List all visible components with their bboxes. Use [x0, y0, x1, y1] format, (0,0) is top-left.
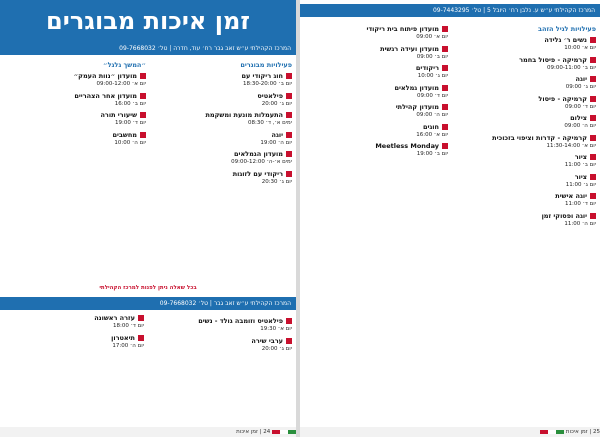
activity-list	[4, 314, 292, 355]
bullet-icon	[286, 112, 292, 118]
right-page-right-column	[452, 22, 596, 231]
activity-detail: יום ה׳ 09:00	[564, 123, 596, 129]
activity-title: חוג ריקודי עם	[150, 72, 292, 80]
activity-title: ציור	[452, 173, 596, 181]
activity-title: מועדון ״נוות העמק״	[4, 72, 146, 80]
activity-detail: יום א׳ 10:00	[564, 45, 596, 51]
bottom-bar: המרכז הקהילתי ע״ש זאב גבר | טל׳ 09-7668032	[0, 297, 296, 310]
activity-title: שיעורי תורה	[4, 111, 146, 119]
activity-detail: יום ה׳ 10:00	[114, 139, 146, 146]
activity-title: יוגה אישית	[452, 192, 596, 200]
bullet-icon	[590, 174, 596, 180]
activity-item	[452, 134, 596, 151]
left-page-left-column	[4, 58, 146, 150]
bullet-icon	[286, 93, 292, 99]
bullet-icon	[286, 171, 292, 177]
activity-item	[150, 72, 292, 89]
activity-detail: יום ד׳ 09:00	[416, 92, 448, 99]
activity-detail: יום ב׳ 19:00	[416, 151, 448, 157]
bullet-icon	[286, 318, 292, 324]
activity-title: פילאטיס וזומבה גולד - נשים	[152, 317, 292, 325]
activity-detail: יום ב׳ 11:00	[564, 162, 596, 168]
note: בכל שאלה ניתן לפנות למרכז הקהילתי	[99, 285, 197, 291]
activity-item	[452, 153, 596, 170]
column-heading: פעילויות לגיל הזהב	[538, 25, 596, 33]
activity-list	[304, 25, 448, 159]
activity-title: קרמיקה - פיסול בחמר	[452, 56, 596, 64]
activity-title: קרמיקה - פיסול	[452, 95, 596, 103]
activity-item	[304, 142, 448, 159]
activity-title: עזרה ראשונה	[4, 314, 144, 322]
bullet-icon	[442, 85, 448, 91]
activity-title: מועדון אחר הצהריים	[4, 92, 146, 100]
activity-item	[4, 334, 144, 351]
activity-item	[452, 114, 596, 131]
activity-item	[452, 212, 596, 229]
activity-item	[4, 314, 144, 331]
activity-title: פילאטיס	[150, 92, 292, 100]
activity-item	[452, 192, 596, 209]
activity-detail: יום ה׳ 09:00	[416, 112, 448, 118]
activity-item	[452, 173, 596, 190]
page-number: 24 | זמן איכות	[236, 429, 271, 435]
bullet-icon	[590, 154, 596, 160]
activity-detail: יום ד׳ 09:00	[564, 103, 596, 110]
bullet-icon	[138, 315, 144, 321]
activity-detail: יום ג׳ 20:30	[261, 178, 292, 185]
header-bar: המרכז הקהילתי ע״ש זאב גבר רח׳ עוד, חדרה | טל׳ 09-7668032	[0, 42, 296, 55]
activity-title: Meetless Monday	[304, 142, 448, 150]
bullet-icon	[590, 96, 596, 102]
flag-icon	[272, 430, 296, 434]
banner-title: זמן איכות מבוגרים	[0, 0, 296, 42]
bullet-icon	[442, 46, 448, 52]
bullet-icon	[442, 65, 448, 71]
activity-item	[304, 25, 448, 42]
activity-detail: יום ג׳ 10:00	[417, 73, 448, 79]
activity-title: מועדון ועידה רגשית	[304, 45, 448, 53]
bullet-icon	[590, 37, 596, 43]
activity-title: תיאטרון	[4, 334, 144, 342]
bullet-icon	[590, 135, 596, 141]
bullet-icon	[442, 104, 448, 110]
bullet-icon	[590, 213, 596, 219]
activity-detail: יום ג׳ 11:00	[565, 181, 596, 188]
activity-title: צילום	[452, 114, 596, 122]
activity-item	[150, 92, 292, 109]
activity-list	[150, 72, 292, 186]
activity-item	[150, 131, 292, 148]
activity-item	[304, 103, 448, 120]
bullet-icon	[286, 151, 292, 157]
left-page-right-column	[150, 58, 292, 189]
bullet-icon	[140, 112, 146, 118]
activity-title: מועדון פיתוח בית ריקודי	[304, 25, 448, 33]
activity-item	[150, 111, 292, 128]
activity-title: יוגה	[150, 131, 292, 139]
activity-detail: יום א׳ 19:30	[260, 326, 292, 332]
footer	[0, 427, 296, 437]
activity-title: יוגה ופסוקי זמן	[452, 212, 596, 220]
activity-detail: יום ד׳ 18:00	[112, 323, 144, 329]
activity-item	[152, 317, 292, 334]
bullet-icon	[140, 73, 146, 79]
activity-detail: יום א׳ 11:30-14:00	[546, 142, 596, 149]
activity-detail: יום ה׳ 17:00	[112, 342, 144, 349]
activity-title: מועדון קהילתי	[304, 103, 448, 111]
bullet-icon	[590, 115, 596, 121]
page-number: 25 | זמן איכות	[565, 429, 600, 435]
activity-detail: יום ב׳ 09:00-11:00	[546, 64, 596, 71]
flag-icon	[540, 430, 564, 434]
left-page	[0, 0, 296, 437]
activity-item	[452, 75, 596, 92]
bullet-icon	[590, 76, 596, 82]
activity-item	[304, 84, 448, 101]
bullet-icon	[286, 338, 292, 344]
bottom-list	[4, 314, 292, 355]
bullet-icon	[140, 132, 146, 138]
bullet-icon	[590, 193, 596, 199]
column-heading: פעילויות מבוגרים	[240, 61, 292, 69]
activity-detail: יום ג׳ 20:00	[261, 345, 292, 352]
bullet-icon	[286, 132, 292, 138]
activity-list	[4, 72, 146, 147]
activity-detail: יום א׳ 09:00-12:00	[96, 81, 146, 87]
activity-detail: יום ג׳ 20:00	[261, 100, 292, 107]
activity-item	[150, 170, 292, 187]
activity-title: ציור	[452, 153, 596, 161]
activity-item	[452, 95, 596, 112]
bullet-icon	[442, 143, 448, 149]
activity-title: ערבי שירה	[152, 337, 292, 345]
activity-title: חוגים	[304, 123, 448, 131]
activity-item	[452, 56, 596, 73]
activity-item	[150, 150, 292, 167]
bullet-icon	[442, 26, 448, 32]
activity-title: התעמלות מונעת ומשקמת	[150, 111, 292, 119]
activity-detail: יום ד׳ 19:00	[114, 120, 146, 126]
right-page	[300, 0, 600, 437]
activity-item	[152, 337, 292, 354]
column-heading: ״המשך גלגל״	[102, 61, 146, 69]
activity-list	[452, 36, 596, 228]
activity-item	[4, 92, 146, 109]
activity-detail: יום ה׳ 19:00	[260, 139, 292, 146]
activity-item	[4, 131, 146, 148]
activity-title: ריקודי עם לזוגות	[150, 170, 292, 178]
footer	[300, 427, 600, 437]
activity-title: ריקודים	[304, 64, 448, 72]
activity-detail: יום ב׳ 16:00	[114, 100, 146, 107]
activity-item	[304, 64, 448, 81]
activity-detail: יום ב׳ 18:30-20:00	[242, 81, 292, 87]
bullet-icon	[442, 124, 448, 130]
activity-detail: ימים א׳, ד׳ 08:30	[248, 120, 292, 126]
activity-item	[452, 36, 596, 53]
activity-title: יוגה	[452, 75, 596, 83]
activity-detail: יום ב׳ 09:00	[416, 53, 448, 60]
activity-detail: יום ג׳ 09:00	[565, 84, 596, 90]
activity-detail: יום ה׳ 11:00	[564, 220, 596, 227]
activity-title: קרמיקה - קדרות וציפוי בזכוכית	[452, 134, 596, 142]
bullet-icon	[140, 93, 146, 99]
activity-title: מועדון הגמלאים	[150, 150, 292, 158]
header-bar: המרכז הקהילתי ע״ש ע. נלבן רח׳ היובל 5 | טל׳ 09-7443295	[300, 4, 600, 17]
activity-item	[304, 123, 448, 140]
activity-detail: יום א׳ 16:00	[416, 131, 448, 138]
activity-detail: ימים א׳-ה׳ 09:00-12:00	[231, 159, 292, 165]
activity-title: נשים ר׳ גלידה	[452, 36, 596, 44]
activity-title: מחשבים	[4, 131, 146, 139]
right-page-left-column	[304, 22, 448, 162]
bullet-icon	[138, 335, 144, 341]
bullet-icon	[590, 57, 596, 63]
activity-detail: יום א׳ 09:00	[416, 34, 448, 40]
activity-item	[4, 72, 146, 89]
activity-title: מועדון גמלאים	[304, 84, 448, 92]
activity-item	[4, 111, 146, 128]
bullet-icon	[286, 73, 292, 79]
activity-detail: יום ד׳ 11:00	[564, 201, 596, 207]
activity-item	[304, 45, 448, 62]
